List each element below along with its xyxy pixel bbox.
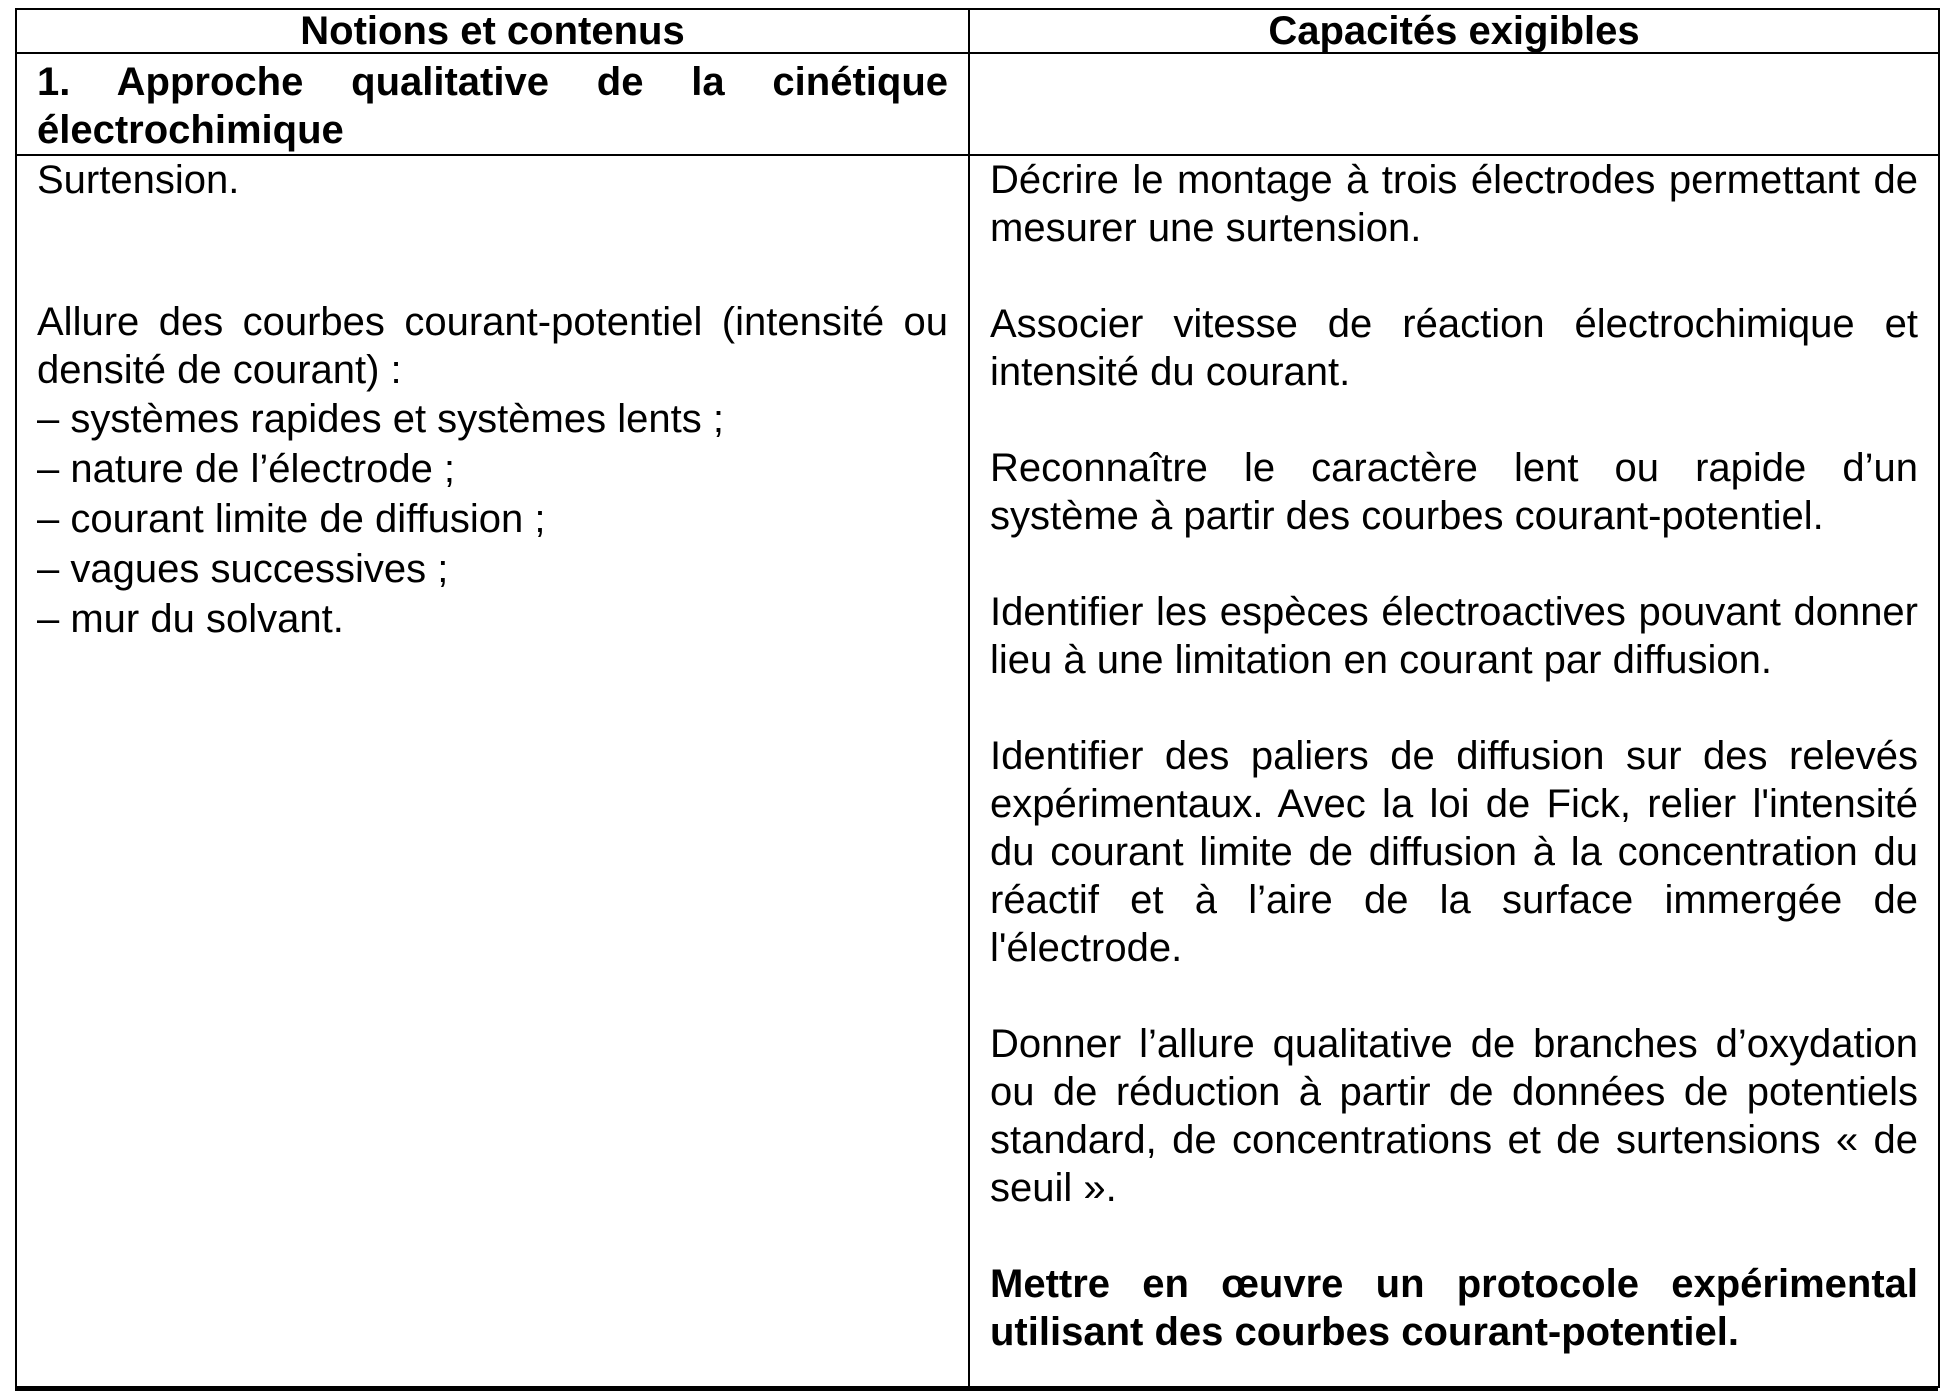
capacite-paragraph: Identifier les espèces électroactives pouvant donner lieu à une limitation en courant par diffusion.: [990, 590, 1918, 682]
spacer: [990, 972, 1918, 1020]
capacite-paragraph: Associer vitesse de réaction électrochimique et intensité du courant.: [990, 302, 1918, 394]
notion-list-item: – mur du solvant.: [37, 597, 344, 641]
program-table: [15, 8, 1940, 1388]
section-title: 1. Approche qualitative de la cinétique électrochimique: [16, 53, 969, 155]
capacite-paragraph: Reconnaître le caractère lent ou rapide d’un système à partir des courbes courant-potentiel.: [990, 446, 1918, 538]
column-header-capacites: Capacités exigibles: [969, 9, 1939, 53]
content-row: [16, 155, 1939, 1387]
spacer: [990, 684, 1918, 732]
capacite-paragraph: Décrire le montage à trois électrodes permettant de mesurer une surtension.: [990, 158, 1918, 250]
spacer: [990, 540, 1918, 588]
section-empty-cell: [969, 53, 1939, 155]
notion-list-item: – courant limite de diffusion ;: [37, 497, 546, 541]
column-header-notions: Notions et contenus: [16, 9, 969, 53]
notion-allure-intro: Allure des courbes courant-potentiel (intensité ou densité de courant) :: [37, 300, 948, 392]
notion-list-item: – systèmes rapides et systèmes lents ;: [37, 397, 724, 441]
table-header-row: [16, 9, 1939, 53]
capacites-cell: [969, 155, 1939, 1387]
spacer: [990, 252, 1918, 300]
notion-list-item: – vagues successives ;: [37, 547, 449, 591]
notion-surtension: Surtension.: [37, 158, 240, 202]
table-bottom-border: [15, 1388, 1938, 1391]
notions-cell: [16, 155, 969, 1387]
spacer: [37, 204, 948, 252]
spacer: [990, 1212, 1918, 1260]
spacer: [990, 396, 1918, 444]
section-row: [16, 53, 1939, 155]
capacite-bold-paragraph: Mettre en œuvre un protocole expérimental utilisant des courbes courant-potentiel.: [990, 1262, 1918, 1354]
spacer: [37, 252, 948, 298]
capacite-paragraph: Identifier des paliers de diffusion sur des relevés expérimentaux. Avec la loi de Fick, relier l'intensité du courant limite de diffusion à la concentration du réactif et à l’aire de la surface immergée de l'électrode.: [990, 734, 1918, 970]
capacite-paragraph: Donner l’allure qualitative de branches d’oxydation ou de réduction à partir de données de potentiels standard, de concentrations et de surtensions « de seuil ».: [990, 1022, 1918, 1210]
notion-list-item: – nature de l’électrode ;: [37, 447, 456, 491]
